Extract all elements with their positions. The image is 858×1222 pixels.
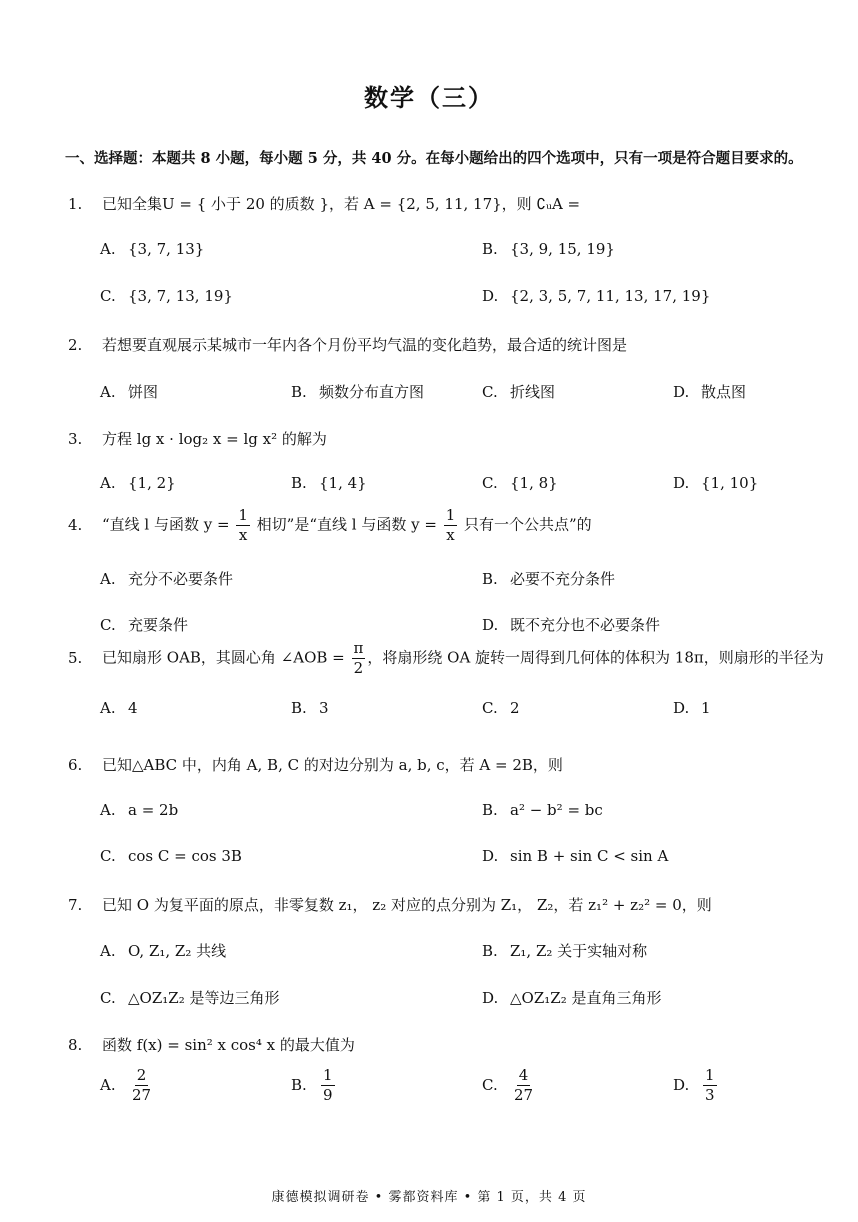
option-3a bbox=[100, 474, 176, 492]
option-label: D. bbox=[482, 616, 499, 634]
question-text: 已知全集U = { 小于 20 的质数 }，若 A = {2, 5, 11, 17}，则 ∁ᵤA = bbox=[102, 195, 581, 213]
question-4 bbox=[68, 508, 592, 543]
question-number: 5. bbox=[68, 648, 83, 667]
option-text: {3, 7, 13, 19} bbox=[128, 287, 233, 305]
page-footer: 康德模拟调研卷 • 雾都资料库 • 第 1 页，共 4 页 bbox=[271, 1190, 587, 1205]
option-label: D. bbox=[673, 474, 690, 492]
question-number: 7. bbox=[68, 896, 83, 914]
question-number: 3. bbox=[68, 430, 83, 448]
option-3d bbox=[673, 474, 758, 492]
option-7c bbox=[100, 987, 279, 1008]
option-text: 4 bbox=[128, 699, 138, 717]
option-label: C. bbox=[100, 847, 116, 865]
fraction-numerator: 1 bbox=[323, 1066, 333, 1084]
option-label: A. bbox=[100, 699, 116, 717]
fraction bbox=[444, 508, 458, 543]
option-label: D. bbox=[482, 287, 499, 305]
question-text: 方程 lg x · log₂ x = lg x² 的解为 bbox=[102, 430, 327, 448]
option-4a bbox=[100, 568, 233, 589]
option-text: {3, 7, 13} bbox=[128, 240, 205, 258]
option-label: C. bbox=[482, 699, 498, 717]
fraction bbox=[321, 1068, 335, 1103]
option-label: A. bbox=[100, 240, 116, 258]
option-text: 饼图 bbox=[128, 383, 159, 401]
option-2c bbox=[482, 381, 555, 402]
option-label: B. bbox=[291, 699, 307, 717]
option-text: {1, 8} bbox=[510, 474, 558, 492]
option-4d bbox=[482, 614, 660, 635]
option-label: D. bbox=[673, 699, 690, 717]
question-8 bbox=[68, 1034, 355, 1055]
option-text: 散点图 bbox=[701, 383, 747, 401]
option-label: C. bbox=[100, 616, 116, 634]
question-text: 已知 O 为复平面的原点，非零复数 z₁， z₂ 对应的点分别为 Z₁， Z₂，若 z₁² + z₂² = 0，则 bbox=[102, 896, 712, 914]
question-number: 6. bbox=[68, 756, 83, 774]
option-3b bbox=[291, 474, 367, 492]
question-2 bbox=[68, 334, 627, 355]
option-label: C. bbox=[100, 287, 116, 305]
option-8a bbox=[100, 1068, 155, 1103]
option-1a bbox=[100, 240, 204, 258]
option-text: 3 bbox=[319, 699, 329, 717]
option-6a bbox=[100, 801, 178, 819]
question-number: 4. bbox=[68, 515, 83, 534]
option-2a bbox=[100, 381, 158, 402]
option-label: C. bbox=[100, 989, 116, 1007]
option-5a bbox=[100, 699, 138, 717]
option-text: O, Z₁, Z₂ 共线 bbox=[128, 942, 227, 960]
question-text: 函数 f(x) = sin² x cos⁴ x 的最大值为 bbox=[102, 1036, 355, 1054]
section-header: 一、选择题：本题共 8 小题，每小题 5 分，共 40 分。在每小题给出的四个选项中，只有一项是符合题目要求的。 bbox=[65, 150, 803, 167]
option-label: C. bbox=[482, 1075, 498, 1094]
option-text: {1, 2} bbox=[128, 474, 176, 492]
option-label: A. bbox=[100, 474, 116, 492]
option-7d bbox=[482, 987, 661, 1008]
option-label: A. bbox=[100, 1075, 116, 1094]
option-text: 1 bbox=[701, 699, 711, 717]
option-text: {1, 4} bbox=[319, 474, 367, 492]
option-8b bbox=[291, 1068, 337, 1103]
option-label: A. bbox=[100, 383, 116, 401]
option-2b bbox=[291, 381, 424, 402]
option-5b bbox=[291, 699, 329, 717]
question-text: 已知△ABC 中，内角 A, B, C 的对边分别为 a, b, c，若 A = 2B，则 bbox=[102, 756, 563, 774]
option-6c bbox=[100, 847, 242, 865]
question-1 bbox=[68, 193, 580, 214]
fraction bbox=[352, 641, 366, 676]
question-text: “直线 l 与函数 y = bbox=[102, 515, 235, 534]
option-text: 2 bbox=[510, 699, 520, 717]
option-text: △OZ₁Z₂ 是等边三角形 bbox=[128, 989, 280, 1007]
option-text: {2, 3, 5, 7, 11, 13, 17, 19} bbox=[510, 287, 711, 305]
question-text: 已知扇形 OAB，其圆心角 ∠AOB = bbox=[102, 648, 350, 667]
question-text: 只有一个公共点”的 bbox=[459, 515, 592, 534]
question-number: 8. bbox=[68, 1036, 83, 1054]
option-label: A. bbox=[100, 570, 116, 588]
question-number: 2. bbox=[68, 336, 83, 354]
fraction-denominator: x bbox=[446, 526, 455, 544]
option-text: 必要不充分条件 bbox=[510, 570, 616, 588]
option-text: 既不充分也不必要条件 bbox=[510, 616, 661, 634]
option-1b bbox=[482, 240, 615, 258]
question-text: 相切”是“直线 l 与函数 y = bbox=[251, 515, 442, 534]
option-1c bbox=[100, 287, 233, 305]
option-8c bbox=[482, 1068, 537, 1103]
option-7a bbox=[100, 940, 226, 961]
option-text: {1, 10} bbox=[701, 474, 759, 492]
question-number: 1. bbox=[68, 195, 83, 213]
fraction-denominator: 27 bbox=[132, 1086, 152, 1104]
option-label: B. bbox=[291, 1075, 307, 1094]
fraction-numerator: 2 bbox=[136, 1066, 147, 1084]
option-text: a = 2b bbox=[128, 801, 179, 819]
option-text: 频数分布直方图 bbox=[319, 383, 425, 401]
option-text: △OZ₁Z₂ 是直角三角形 bbox=[510, 989, 662, 1007]
fraction-numerator: 1 bbox=[445, 506, 456, 524]
option-text: {3, 9, 15, 19} bbox=[510, 240, 615, 258]
fraction-denominator: 3 bbox=[705, 1086, 715, 1104]
option-label: A. bbox=[100, 801, 116, 819]
option-label: B. bbox=[482, 570, 498, 588]
option-label: C. bbox=[482, 383, 498, 401]
option-6d bbox=[482, 847, 668, 865]
page-title: 数学（三） bbox=[364, 83, 494, 112]
option-text: a² − b² = bc bbox=[510, 801, 603, 819]
fraction bbox=[236, 508, 250, 543]
fraction-numerator: 4 bbox=[518, 1066, 529, 1084]
option-text: 折线图 bbox=[510, 383, 556, 401]
option-2d bbox=[673, 381, 746, 402]
question-6 bbox=[68, 754, 563, 775]
fraction-denominator: 2 bbox=[353, 659, 364, 677]
option-1d bbox=[482, 287, 710, 305]
option-label: D. bbox=[673, 1075, 690, 1094]
fraction bbox=[512, 1068, 535, 1103]
option-4b bbox=[482, 568, 615, 589]
option-label: D. bbox=[482, 847, 499, 865]
option-text: sin B + sin C < sin A bbox=[510, 847, 669, 865]
option-label: B. bbox=[482, 240, 498, 258]
fraction-numerator: 1 bbox=[238, 506, 248, 524]
option-6b bbox=[482, 801, 603, 819]
option-label: A. bbox=[100, 942, 116, 960]
option-5d bbox=[673, 699, 711, 717]
question-text: 若想要直观展示某城市一年内各个月份平均气温的变化趋势，最合适的统计图是 bbox=[102, 336, 628, 354]
question-7 bbox=[68, 894, 712, 915]
option-4c bbox=[100, 614, 188, 635]
option-label: D. bbox=[673, 383, 690, 401]
option-label: B. bbox=[482, 801, 498, 819]
option-text: 充要条件 bbox=[128, 616, 189, 634]
fraction-denominator: 27 bbox=[514, 1086, 534, 1104]
option-7b bbox=[482, 940, 647, 961]
option-5c bbox=[482, 699, 520, 717]
option-text: 充分不必要条件 bbox=[128, 570, 234, 588]
option-label: D. bbox=[482, 989, 499, 1007]
question-5 bbox=[68, 641, 824, 676]
fraction-denominator: x bbox=[238, 526, 248, 544]
fraction bbox=[703, 1068, 717, 1103]
fraction bbox=[130, 1068, 153, 1103]
question-text: ，将扇形绕 OA 旋转一周得到几何体的体积为 18π，则扇形的半径为 bbox=[367, 648, 824, 667]
fraction-denominator: 9 bbox=[323, 1086, 333, 1104]
option-label: B. bbox=[291, 474, 307, 492]
option-label: B. bbox=[291, 383, 307, 401]
option-8d bbox=[673, 1068, 719, 1103]
option-label: C. bbox=[482, 474, 498, 492]
fraction-numerator: 1 bbox=[705, 1066, 715, 1084]
question-3 bbox=[68, 428, 327, 449]
option-label: B. bbox=[482, 942, 498, 960]
fraction-numerator: π bbox=[353, 639, 364, 657]
option-text: Z₁, Z₂ 关于实轴对称 bbox=[510, 942, 648, 960]
option-text: cos C = cos 3B bbox=[128, 847, 242, 865]
option-3c bbox=[482, 474, 558, 492]
